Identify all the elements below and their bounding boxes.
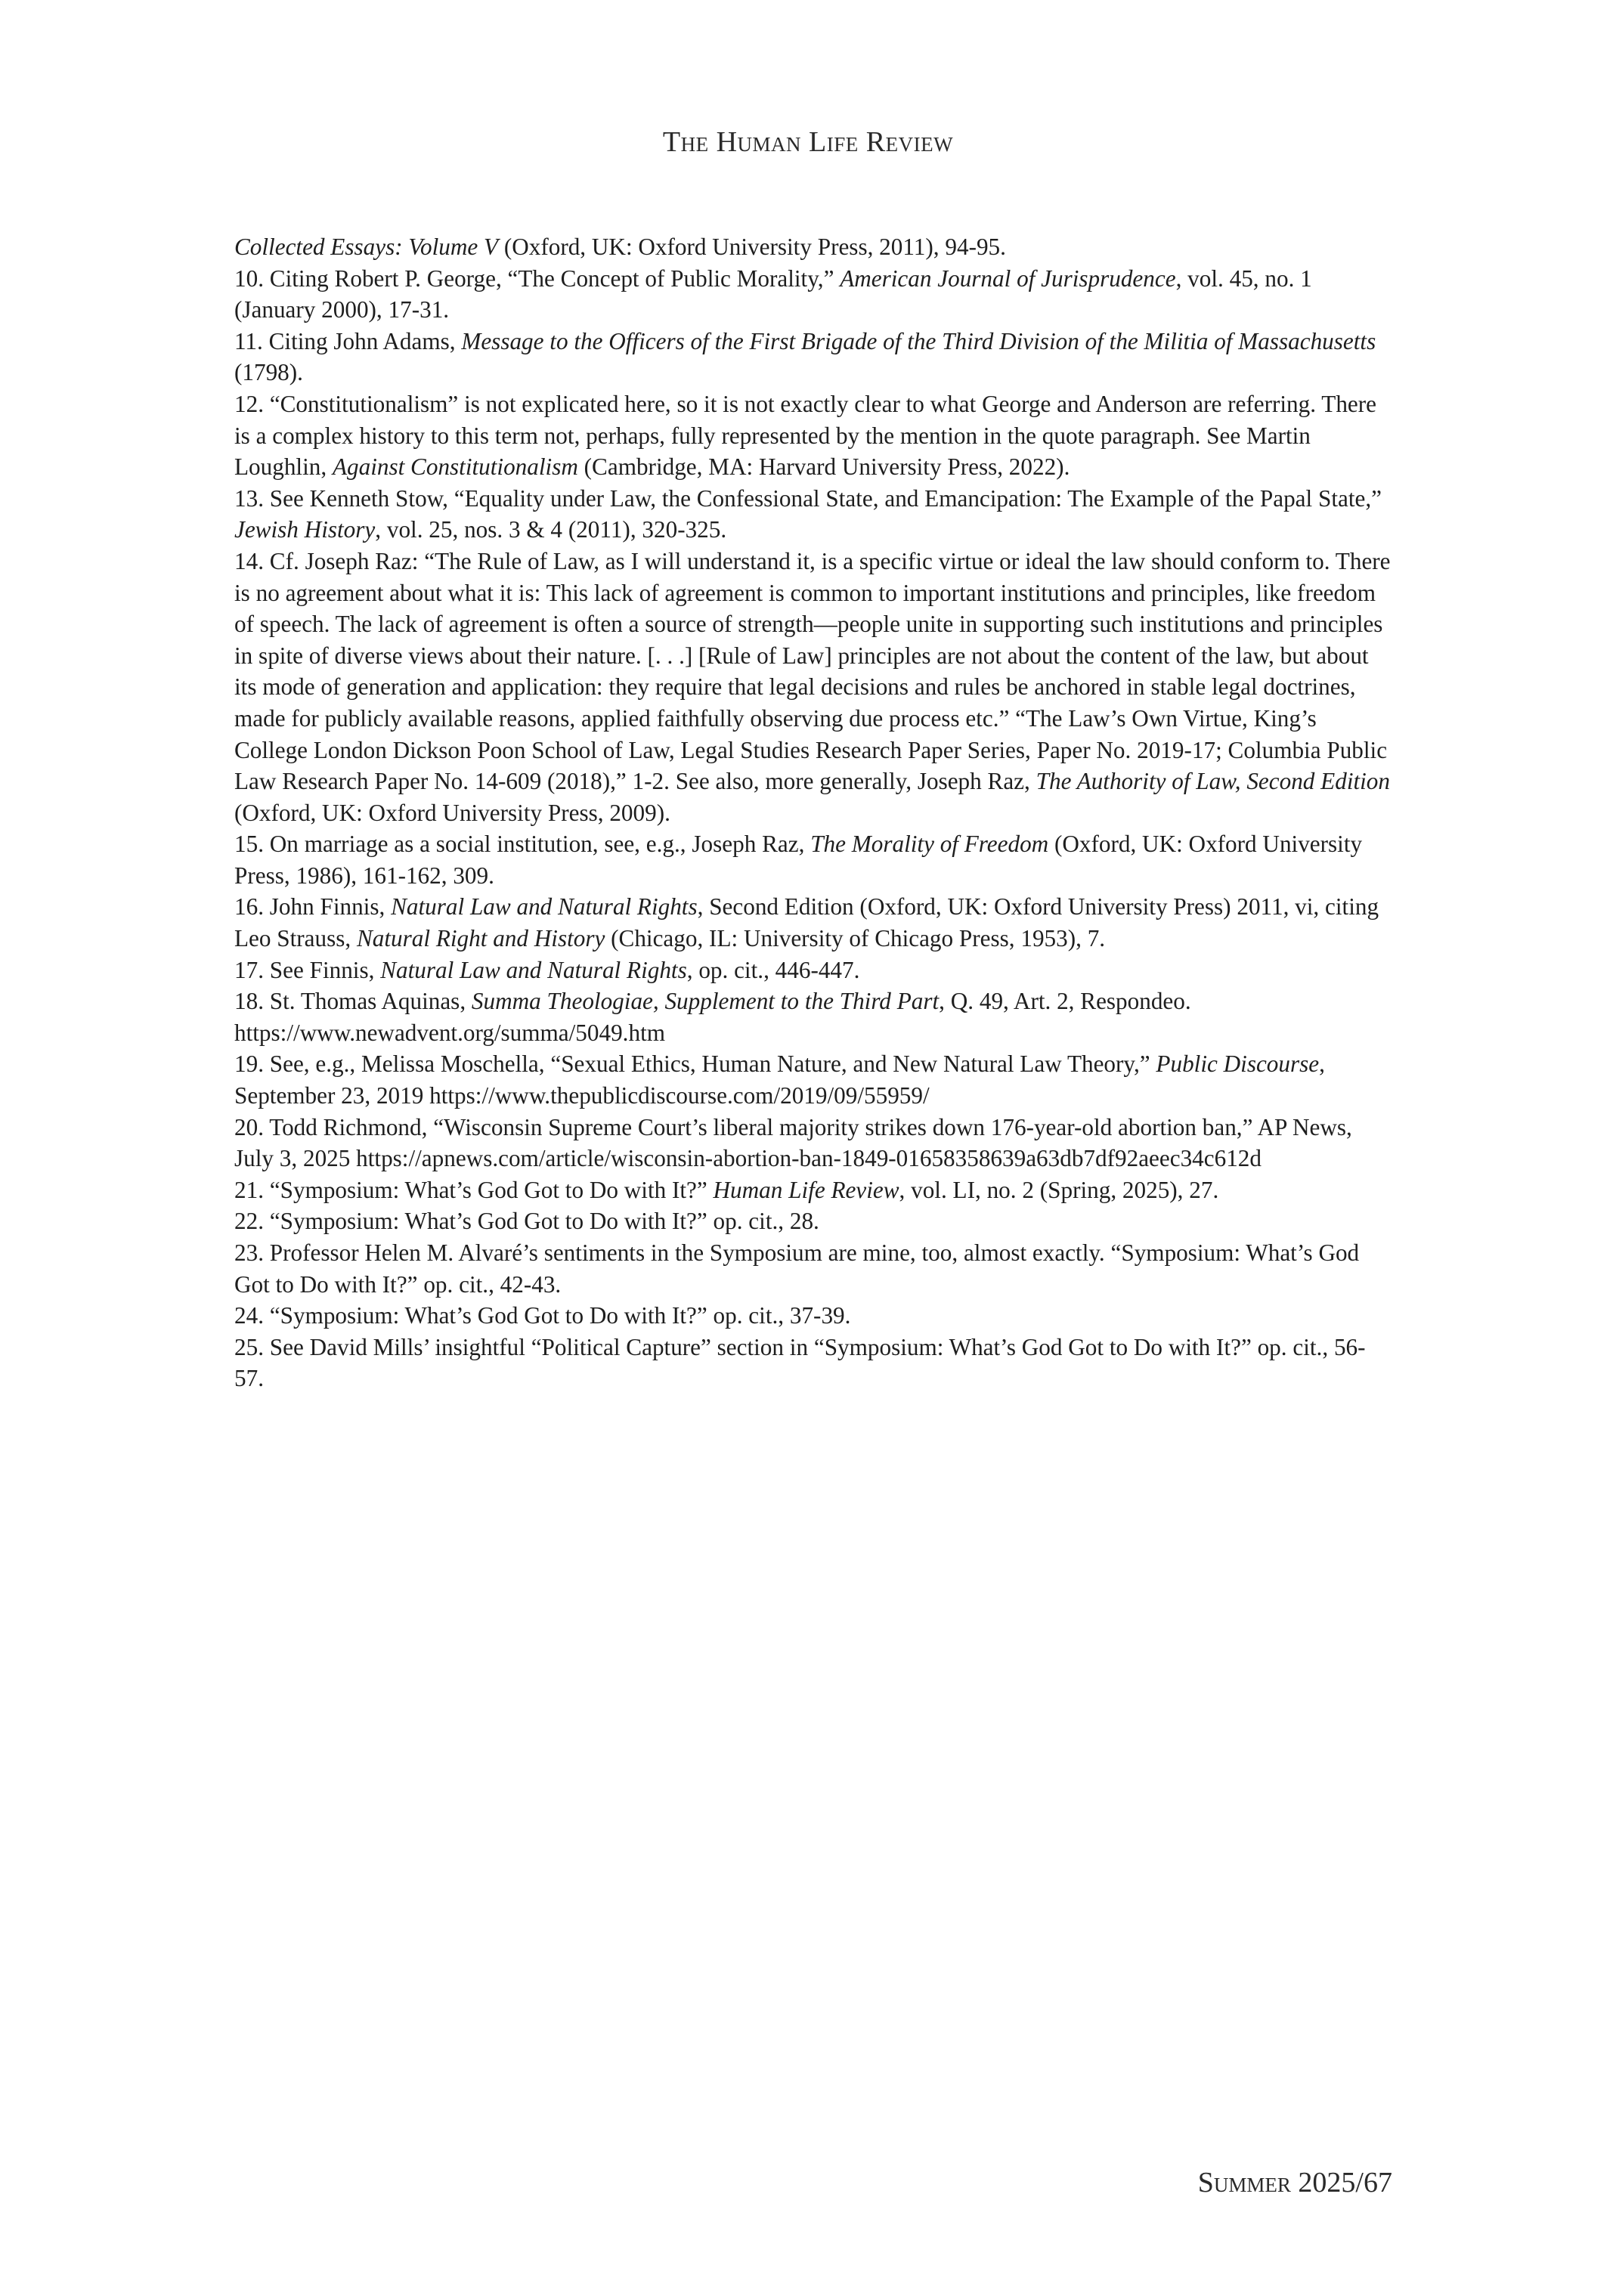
note-text: (Chicago, IL: University of Chicago Press, 1953), 7. (605, 925, 1106, 952)
italic-title: Natural Law and Natural Rights (380, 956, 687, 983)
italic-title: Jewish History (234, 516, 376, 543)
note-text: (Oxford, UK: Oxford University Press, 2009). (234, 799, 670, 826)
note-text: , op. cit., 446-447. (686, 956, 860, 983)
note-text: 15. On marriage as a social institution, see, e.g., Joseph Raz, (234, 831, 811, 858)
endnote-15 (234, 828, 1391, 891)
note-text: 25. See David Mills’ insightful “Political Capture” section in “Symposium: What’s God Got to Do with It?” op. cit., 56-57. (234, 1333, 1366, 1392)
endnote-18 (234, 986, 1391, 1048)
italic-title: Natural Right and History (356, 925, 605, 952)
note-text: 14. Cf. Joseph Raz: “The Rule of Law, as I will understand it, is a specific virtue or ideal the law should conform to. There is no agreement about what it is: This lack of agreement is common to important institutions and principles, like freedom of speech. The lack of agreement is often a source of strength—people unite in supporting such institutions and principles in spite of diverse views about their nature. [. . .] [Rule of Law] principles are not about the content of the law, but about its mode of generation and application: they require that legal decisions and rules be anchored in stable legal doctrines, made for publicly available reasons, applied faithfully observing due process etc.” “The Law’s Own Virtue, King’s College London Dickson Poon School of Law, Legal Studies Research Paper Series, Paper No. 2019-17; Columbia Public Law Research Paper No. 14-609 (2018),” 1-2. See also, more generally, Joseph Raz, (234, 547, 1391, 795)
note-text: (1798). (234, 359, 303, 386)
italic-title: American Journal of Jurisprudence (840, 265, 1176, 292)
page-folio: Summer 2025/67 (1197, 2167, 1392, 2199)
note-text: (Cambridge, MA: Harvard University Press, 2022). (577, 453, 1070, 481)
italic-title: Summa Theologiae, Supplement to the Third Part (471, 988, 940, 1015)
italic-title: Human Life Review (713, 1176, 899, 1203)
note-text: 10. Citing Robert P. George, “The Concept of Public Morality,” (234, 265, 841, 292)
endnote-20 (234, 1112, 1391, 1174)
note-text: 12. “Constitutionalism” is not explicated here, so it is not exactly clear to what George and Anderson are referring. There is a complex history to this term not, perhaps, fully represented by the mention in the quote paragraph. See Martin Loughlin, (234, 390, 1376, 481)
endnote-23 (234, 1237, 1391, 1300)
note-text: , Second Edition (Oxford, UK: Oxford University Press) 2011, vi, citing Leo Strauss, (234, 893, 1379, 952)
endnote-continuation (234, 231, 1391, 263)
endnote-10 (234, 263, 1391, 326)
endnotes (234, 231, 1391, 1394)
italic-title: The Morality of Freedom (810, 831, 1049, 858)
note-text: , vol. LI, no. 2 (Spring, 2025), 27. (899, 1176, 1219, 1203)
note-text: 16. John Finnis, (234, 893, 392, 921)
note-text: 17. See Finnis, (234, 956, 381, 983)
italic-title: Message to the Officers of the First Brigade of the Third Division of the Militia of Massachusetts (461, 327, 1376, 354)
italic-title: Public Discourse (1156, 1051, 1320, 1078)
note-text: , Q. 49, Art. 2, Respondeo. https://www.newadvent.org/summa/5049.htm (234, 988, 1191, 1046)
endnote-14 (234, 546, 1391, 828)
note-text: 24. “Symposium: What’s God Got to Do with It?” op. cit., 37-39. (234, 1302, 851, 1329)
note-text: 19. See, e.g., Melissa Moschella, “Sexual Ethics, Human Nature, and New Natural Law Theory,” (234, 1051, 1156, 1078)
running-head: The Human Life Review (662, 126, 954, 158)
endnote-24 (234, 1300, 1391, 1332)
note-text: 23. Professor Helen M. Alvaré’s sentiments in the Symposium are mine, too, almost exactly. “Symposium: What’s God Got to Do with It?” op. cit., 42-43. (234, 1239, 1360, 1298)
italic-title: Against Constitutionalism (332, 453, 578, 481)
note-text: 22. “Symposium: What’s God Got to Do with It?” op. cit., 28. (234, 1208, 819, 1235)
note-text: 18. St. Thomas Aquinas, (234, 988, 472, 1015)
note-text: 11. Citing John Adams, (234, 327, 462, 354)
endnote-16 (234, 891, 1391, 954)
endnote-17 (234, 955, 1391, 986)
note-text: , September 23, 2019 https://www.thepublicdiscourse.com/2019/09/55959/ (234, 1051, 1325, 1109)
note-text: (Oxford, UK: Oxford University Press, 2011), 94-95. (498, 234, 1006, 260)
italic-title: The Authority of Law, Second Edition (1036, 768, 1390, 795)
endnote-11 (234, 326, 1391, 388)
endnote-21 (234, 1174, 1391, 1206)
note-text: 13. See Kenneth Stow, “Equality under Law, the Confessional State, and Emancipation: The Example of the Papal State,” (234, 484, 1382, 512)
note-text: 20. Todd Richmond, “Wisconsin Supreme Court’s liberal majority strikes down 176-year-old abortion ban,” AP News, July 3, 2025 https://apnews.com/article/wisconsin-abortion-ban-1849-01658358639a63db7df92aeec34c612d (234, 1113, 1352, 1172)
note-text: , vol. 25, nos. 3 & 4 (2011), 320-325. (375, 516, 727, 543)
endnote-13 (234, 483, 1391, 546)
endnote-25 (234, 1332, 1391, 1394)
endnote-12 (234, 388, 1391, 483)
italic-title: Natural Law and Natural Rights (391, 893, 698, 921)
endnote-19 (234, 1048, 1391, 1111)
italic-title: Collected Essays: Volume V (234, 234, 499, 260)
note-text: (Oxford, UK: Oxford University Press, 1986), 161-162, 309. (234, 831, 1363, 889)
endnote-22 (234, 1205, 1391, 1237)
note-text: 21. “Symposium: What’s God Got to Do with It?” (234, 1176, 714, 1203)
note-text: , vol. 45, no. 1 (January 2000), 17-31. (234, 265, 1312, 323)
